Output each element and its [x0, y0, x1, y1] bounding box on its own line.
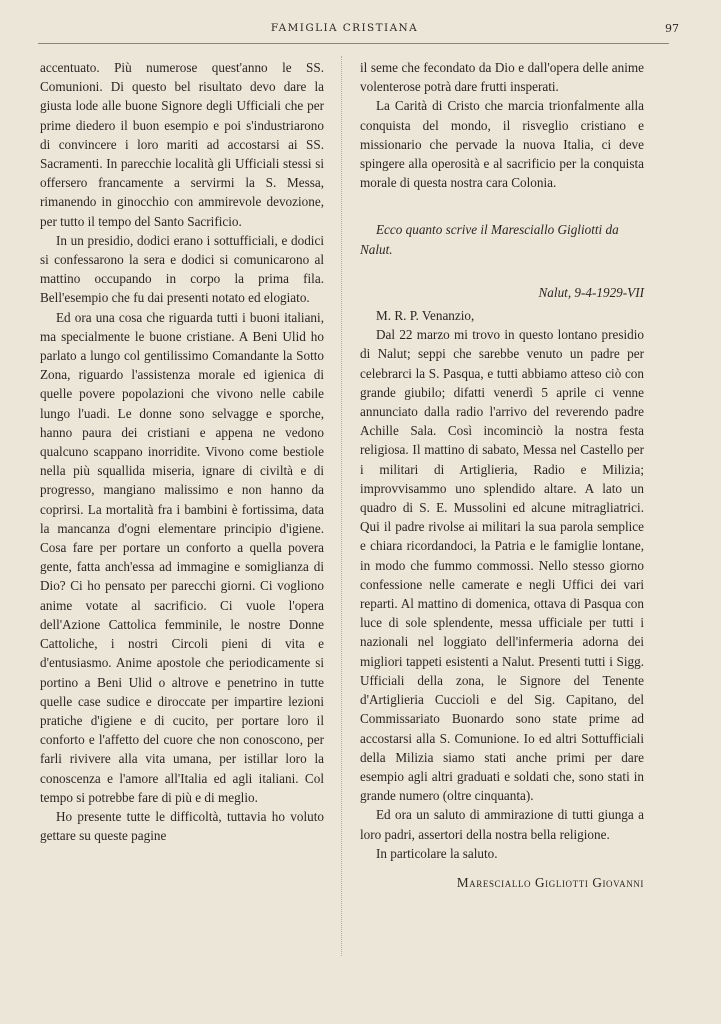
paragraph: La Carità di Cristo che marcia trionfalmente alla conquista del mondo, il risveglio cristiano e missionario che pervade la nuova Italia, ci deve spingere alla operosità e al sacrificio per la conquista morale di questa nostra cara Colonia.	[360, 98, 644, 191]
letter-paragraph: In particolare la saluto.	[376, 845, 498, 861]
paragraph: accentuato. Più numerose quest'anno le SS. Comunioni. Di questo bel risultato devo dare la giusta lode alle buone Signore degli Ufficiali che per prime diedero il buon esempio e poi s'industriarono di convincere i loro mariti ad accostarsi ai SS. Sacramenti. In parecchie località gli Ufficiali stessi si offersero francamente a servirmi la S. Messa, rimanendo in ginocchio con ammirevole devozione, per tutto il tempo del Santo Sacrificio.	[40, 60, 324, 229]
letter-introduction: Ecco quanto scrive il Maresciallo Gigliotti da Nalut.	[360, 222, 619, 257]
column-divider	[341, 56, 342, 956]
letter-signature: Maresciallo Gigliotti Giovanni	[456, 874, 644, 890]
letter-dateline: Nalut, 9-4-1929-VII	[538, 284, 644, 300]
header-rule	[38, 43, 669, 44]
page-header	[40, 22, 679, 38]
paragraph: Ed ora una cosa che riguarda tutti i buoni italiani, ma specialmente le buone cristiane. A Beni Ulid ho parlato a lungo col gentilissimo Comandante la Sotto Zona, riguardo l'assistenza morale ed igienica di quelle povere popolazioni che vivono nelle cabile lungo l'uadi. Le donne sono selvagge e sporche, hanno paura dei cristiani e appena ne vedono qualcuno scappano inorridite. Vivono come bestiole nella più squallida miseria, ignare di civiltà e di progresso, mangiano malissimo e non hanno da coprirsi. La mortalità fra i bambini è fortissima, data la mancanza d'ogni elementare principio d'igiene. Cosa fare per portare un conforto a quella povera gente, fatta anch'essa ad immagine e somiglianza di Dio? Ci ho pensato per parecchi giorni. Ci vogliono anime votate al sacrificio. Ci vuole l'opera dell'Azione Cattolica femminile, le nostre Donne Cattoliche, i nostri Circoli pieni di vita e d'entusiasmo. Anime apostole che periodicamente si portino a Beni Ulid o altrove e penetrino in tutte quelle case sudice e diroccate per impartire lezioni pratiche d'igiene e di cucito, per portare loro il conforto e l'affetto del cuore che non conoscono, per farli rivivere alla vita umana, per istillar loro la conoscenza e l'amore all'Italia ed agli italiani. Col tempo si potrebbe fare di più e di meglio.	[40, 309, 324, 805]
letter-salutation: M. R. P. Venanzio,	[376, 308, 475, 324]
running-title: FAMIGLIA CRISTIANA	[270, 22, 419, 34]
right-column	[360, 58, 644, 892]
paragraph: In un presidio, dodici erano i sottufficiali, e dodici si confessarono la sera e dodici si comunicarono al mattino occupando in corpo la prima fila. Bell'esempio che fu dai presenti notato ed elogiato.	[40, 232, 324, 306]
letter-paragraph: Ed ora un saluto di ammirazione di tutti giunga a loro padri, assertori della nostra bella religione.	[360, 807, 644, 842]
page-number: 97	[665, 22, 679, 35]
left-column	[40, 58, 324, 845]
paragraph: Ho presente tutte le difficoltà, tuttavia ho voluto gettare su queste pagine	[40, 808, 324, 844]
letter-paragraph: Dal 22 marzo mi trovo in questo lontano presidio di Nalut; seppi che sarebbe venuto un padre per celebrarci la S. Pasqua, e tutti abbiamo atteso ciò con grande giubilo; difatti venerdì 5 aprile ci venne annunciato dalla radio l'arrivo del reverendo padre Achille Sala. Così incominciò la nostra festa religiosa. Il mattino di sabato, Messa nel Castello per i militari di Artiglieria, Radio e Milizia; improvvisammo uno splendido altare. A lato un quadro di S. E. Mussolini ed alcune mitragliatrici. Qui il padre rivolse ai militari la sua parola semplice e chiara ricordandoci, la Patria e le famiglie lontane, in modo che fummo commossi. Nello stesso giorno confessione nelle camerate e negli Uffici dei vari reparti. Al mattino di domenica, ottava di Pasqua con luce di sole splendente, messa ufficiale per tutti i nazionali nel loggiato dell'infermeria adorna dei migliori tappeti esistenti a Nalut. Presenti tutti i Sigg. Ufficiali della zona, le Signore del Tenente d'Artiglieria Cuccioli e del Sig. Capitano, del Commissariato Buonardo sono state prime ad accostarsi alla S. Comunione. Io ed altri Sottufficiali della Milizia siamo stati anche primi per dare esempio agli altri graduati e soldati che, sono stati in grande numero (oltre cinquanta).	[360, 327, 644, 804]
paragraph: il seme che fecondato da Dio e dall'opera delle anime volenterose potrà dare frutti insperati.	[360, 60, 644, 95]
